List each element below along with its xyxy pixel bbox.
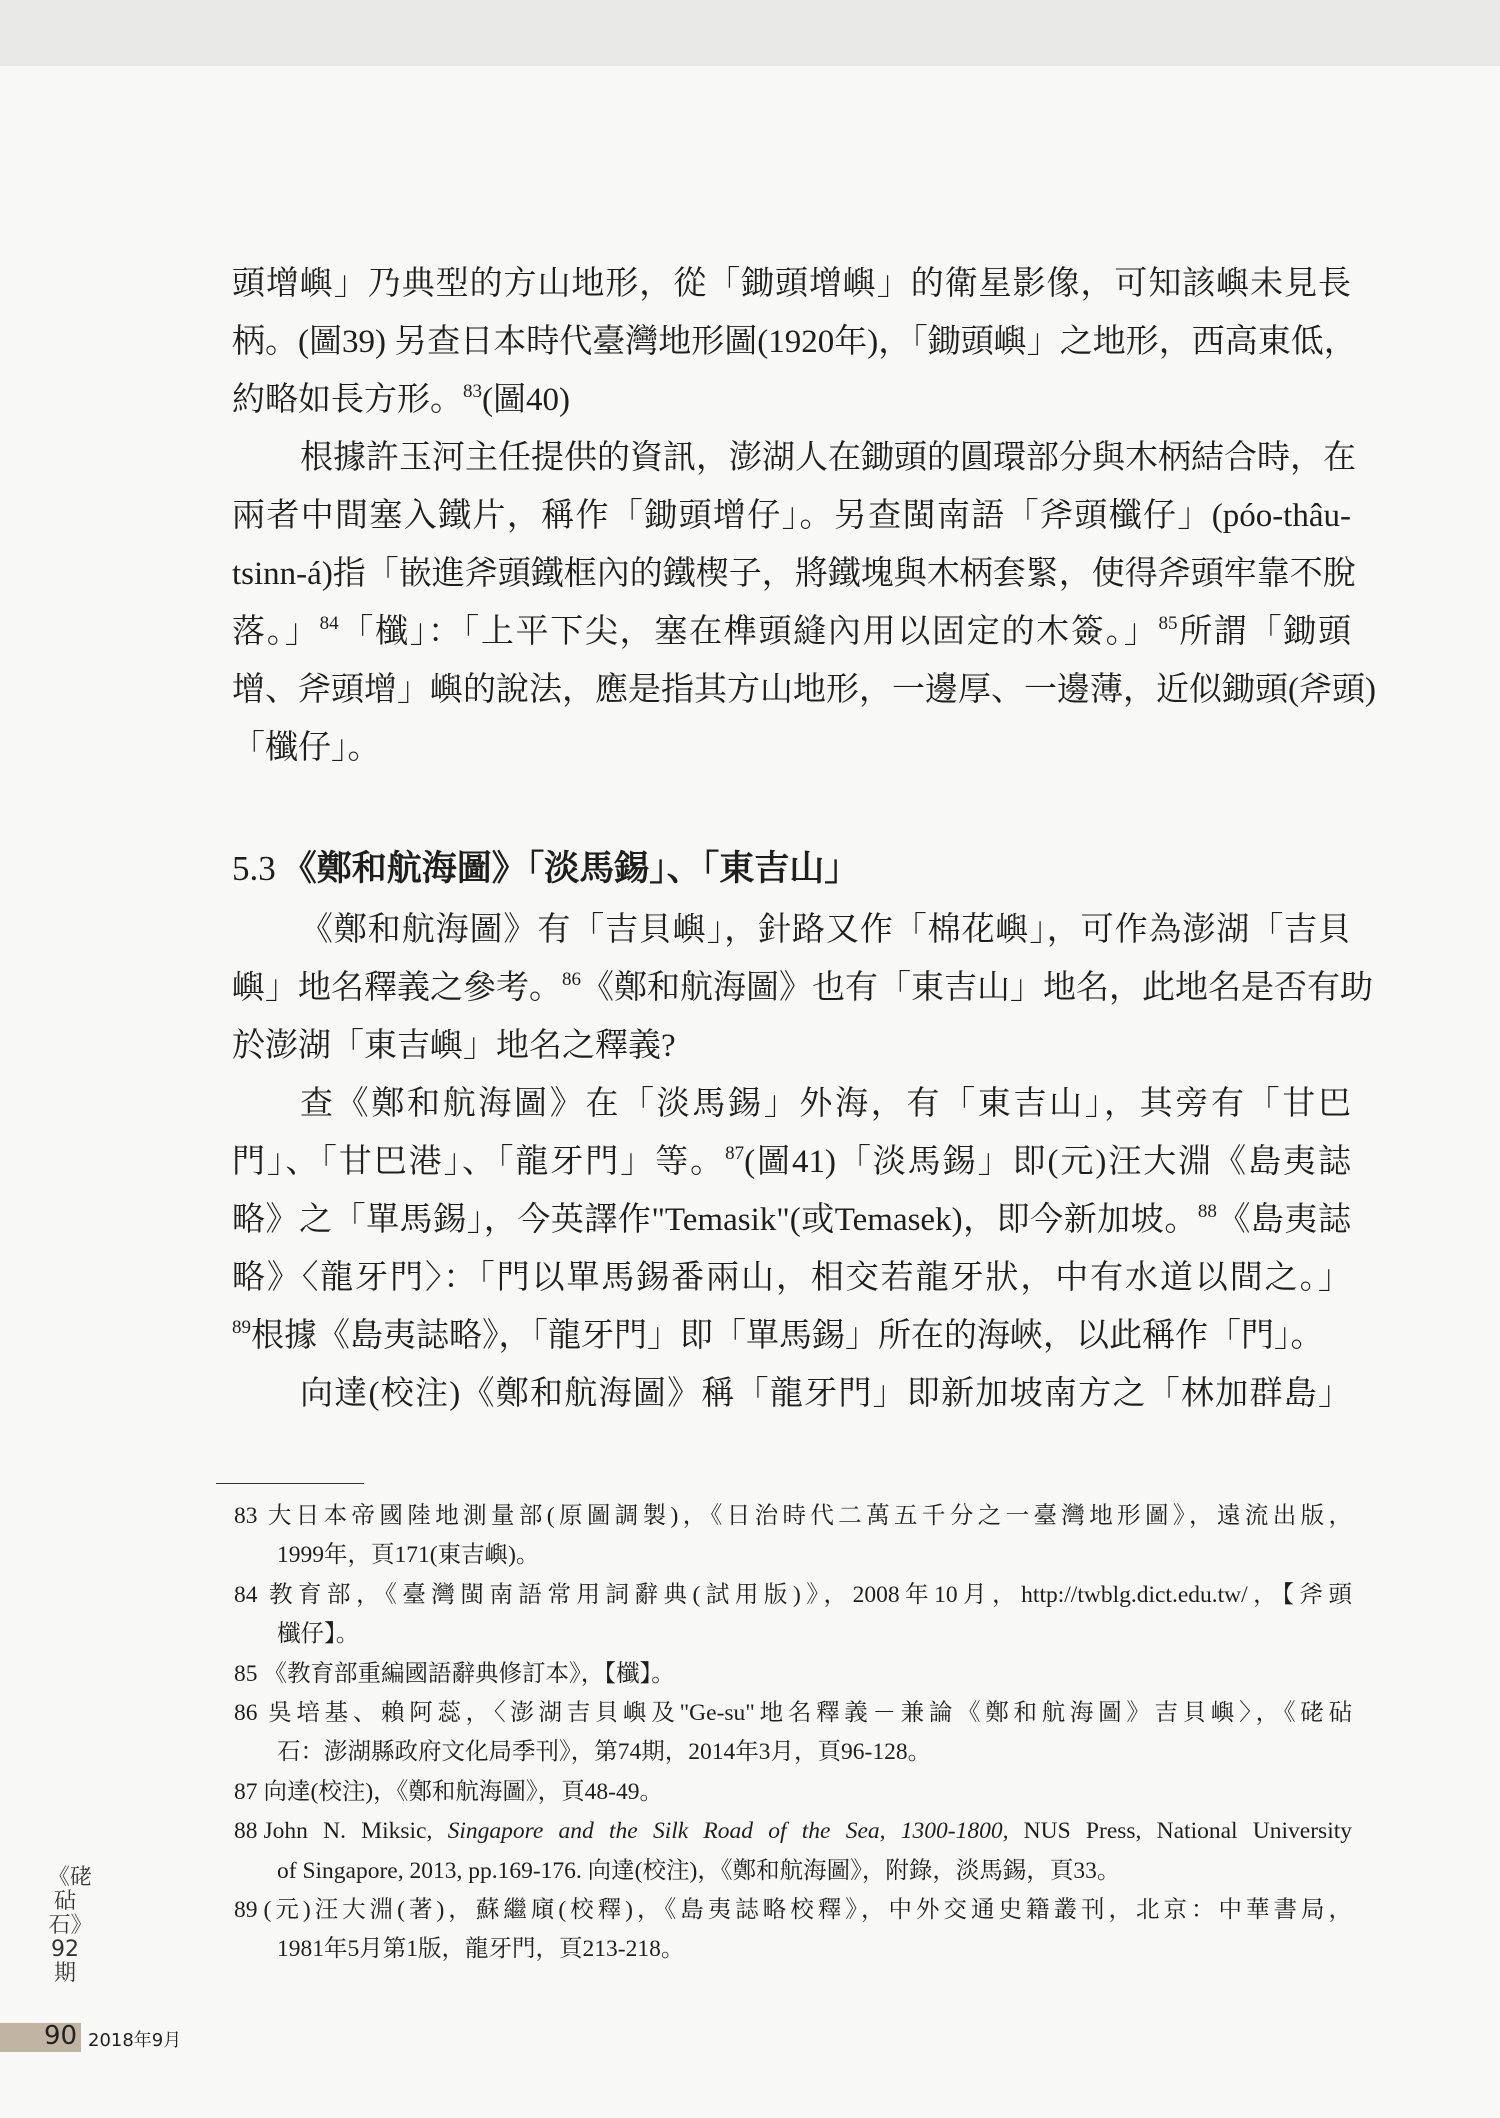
text-line xyxy=(232,603,1351,661)
text-line xyxy=(232,255,1351,313)
text-line xyxy=(232,719,1351,777)
text-run: 根據許玉河主任提供的資訊，澎湖人在鋤頭的圓環部分與木柄結合時，在 xyxy=(300,440,1356,476)
footnotes xyxy=(234,1497,1352,1970)
text-run: 1981年5月第1版，龍牙門，頁213-218。 xyxy=(277,1936,685,1963)
text-line xyxy=(232,1365,1351,1423)
text-run: 約略如長方形。 xyxy=(232,382,463,418)
text-run: tsinn-á)指「嵌進斧頭鐵框內的鐵楔子，將鐵塊與木柄套緊，使得斧頭牢靠不脫 xyxy=(232,556,1356,592)
text-line xyxy=(232,371,1351,429)
text-run: (圖41)「淡馬錫」即(元)汪大淵《島夷誌 xyxy=(744,1144,1351,1180)
text-line xyxy=(232,429,1356,487)
footnote-number: 84 xyxy=(234,1581,258,1608)
text-run: 《鄭和航海圖》也有「東吉山」地名，此地名是否有助 xyxy=(581,970,1373,1006)
footnote-ref: 84 xyxy=(319,613,339,634)
italic-title: Singapore and the Silk Road of the Sea, 1300-1800, xyxy=(447,1818,1009,1845)
text-line xyxy=(232,1017,1351,1075)
text-run: 向達(校注)《鄭和航海圖》稱「龍牙門」即新加坡南方之「林加群島」 xyxy=(300,1376,1351,1412)
text-line xyxy=(232,313,1357,371)
journal-issue-label: 《硓砧石》92期 xyxy=(48,1865,93,1986)
text-run: 所謂「鋤頭 xyxy=(1177,614,1352,650)
text-run: 增、斧頭增」嶼的說法，應是指其方山地形，一邊厚、一邊薄，近似鋤頭(斧頭) xyxy=(232,672,1376,708)
text-run: 柄。(圖39) 另查日本時代臺灣地形圖(1920年)，「鋤頭嶼」之地形，西高東低， xyxy=(232,324,1357,360)
text-line xyxy=(232,1133,1351,1191)
body-text-lower xyxy=(232,901,1373,1423)
page-number: 90 xyxy=(44,2021,78,2051)
footnote-ref: 89 xyxy=(232,1317,251,1338)
text-line xyxy=(232,1191,1351,1249)
footnote-number: 85 xyxy=(234,1660,258,1687)
issue-date: 2018年9月 xyxy=(88,2030,182,2051)
text-run: 教育部，《臺灣閩南語常用詞辭典(試用版)》，2008年10月，http://twblg.dict.edu.tw/，【斧頭 xyxy=(263,1581,1352,1608)
text-run: 頭增嶼」乃典型的方山地形，從「鋤頭增嶼」的衛星影像，可知該嶼未見長 xyxy=(232,266,1351,302)
footnote-line xyxy=(234,1773,1352,1812)
section-heading xyxy=(232,840,859,898)
footnote-line xyxy=(234,1694,1352,1733)
footnote-line xyxy=(234,1733,1352,1772)
text-run: 「櫼」：「上平下尖，塞在榫頭縫內用以固定的木簽。」 xyxy=(338,614,1159,650)
text-run: 門」、「甘巴港」、「龍牙門」等。 xyxy=(232,1144,726,1180)
text-run: 櫼仔】。 xyxy=(277,1621,360,1648)
footnote-line xyxy=(234,1812,1352,1851)
footnote-line xyxy=(234,1576,1352,1615)
text-line xyxy=(232,487,1351,545)
scan-top-band xyxy=(0,0,1500,66)
text-run: 落。」 xyxy=(232,614,320,650)
text-run: NUS Press, National University xyxy=(1008,1818,1352,1845)
text-run: 根據《島夷誌略》，「龍牙門」即「單馬錫」所在的海峽，以此稱作「門」。 xyxy=(251,1318,1324,1354)
footnote-number: 83 xyxy=(234,1503,258,1529)
footnote-number: 86 xyxy=(234,1699,258,1726)
footnote-ref: 86 xyxy=(562,969,581,990)
footnote-divider xyxy=(216,1483,364,1484)
section-number: 5.3 xyxy=(232,849,276,888)
footnote-number: 88 xyxy=(234,1818,258,1845)
text-line xyxy=(232,901,1351,959)
footnote-line xyxy=(234,1852,1352,1891)
text-run: 《島夷誌 xyxy=(1216,1202,1351,1238)
text-run: 石：澎湖縣政府文化局季刊》，第74期，2014年3月，頁96-128。 xyxy=(277,1739,932,1766)
text-run: 《鄭和航海圖》有「吉貝嶼」，針路又作「棉花嶼」，可作為澎湖「吉貝 xyxy=(300,912,1351,948)
text-run: 大日本帝國陸地測量部(原圖調製)，《日治時代二萬五千分之一臺灣地形圖》，遠流出版， xyxy=(263,1503,1352,1529)
footnote-line xyxy=(234,1536,1352,1575)
footnote-line xyxy=(234,1615,1352,1654)
text-run: 1999年，頁171(東吉嶼)。 xyxy=(277,1542,540,1569)
footnote-number: 89 xyxy=(234,1896,258,1923)
text-run: 「櫼仔」。 xyxy=(232,730,381,766)
text-line xyxy=(232,661,1376,719)
footnote-number: 87 xyxy=(234,1778,258,1805)
text-line xyxy=(232,1307,1351,1365)
text-run: 吳培基、賴阿蕊，〈澎湖吉貝嶼及"Ge-su"地名釋義－兼論《鄭和航海圖》吉貝嶼〉，《硓砧 xyxy=(263,1699,1352,1726)
text-run: 略》之「單馬錫」，今英譯作"Temasik"(或Temasek)，即今新加坡。 xyxy=(232,1202,1198,1238)
footnote-ref: 85 xyxy=(1158,613,1178,634)
footnote-ref: 87 xyxy=(725,1143,745,1164)
text-line xyxy=(232,545,1356,603)
text-run: (圖40) xyxy=(482,382,570,418)
body-text-upper xyxy=(232,255,1376,777)
text-run: 兩者中間塞入鐵片，稱作「鋤頭增仔」。另查閩南語「斧頭櫼仔」(póo-thâu- xyxy=(232,498,1351,534)
text-run: 查《鄭和航海圖》在「淡馬錫」外海，有「東吉山」，其旁有「甘巴 xyxy=(300,1086,1351,1122)
text-run: 略》〈龍牙門〉：「門以單馬錫番兩山，相交若龍牙狀，中有水道以間之。」 xyxy=(232,1260,1351,1296)
text-run: 《教育部重編國語辭典修訂本》，【櫼】。 xyxy=(263,1660,675,1687)
text-run: (元)汪大淵(著)，蘇繼廎(校釋)，《島夷誌略校釋》，中外交通史籍叢刊，北京：中華書局， xyxy=(263,1896,1352,1923)
text-line xyxy=(232,1249,1351,1307)
text-run: of Singapore, 2013, pp.169-176. 向達(校注)，《鄭和航海圖》，附錄，淡馬錫，頁33。 xyxy=(277,1857,1121,1884)
text-line xyxy=(232,959,1373,1017)
text-line xyxy=(232,1075,1351,1133)
footnote-line xyxy=(234,1891,1352,1930)
footnote-line xyxy=(234,1497,1352,1536)
footnote-line xyxy=(234,1655,1352,1694)
footnote-ref: 83 xyxy=(463,381,482,402)
text-run: John N. Miksic, xyxy=(263,1818,448,1845)
footnote-ref: 88 xyxy=(1197,1201,1217,1222)
section-title: 《鄭和航海圖》「淡馬錫」、「東吉山」 xyxy=(281,849,860,889)
text-run: 於澎湖「東吉嶼」地名之釋義? xyxy=(232,1028,676,1064)
footnote-line xyxy=(234,1930,1352,1969)
text-run: 嶼」地名釋義之參考。 xyxy=(232,970,562,1006)
text-run: 向達(校注)，《鄭和航海圖》，頁48-49。 xyxy=(263,1778,663,1805)
